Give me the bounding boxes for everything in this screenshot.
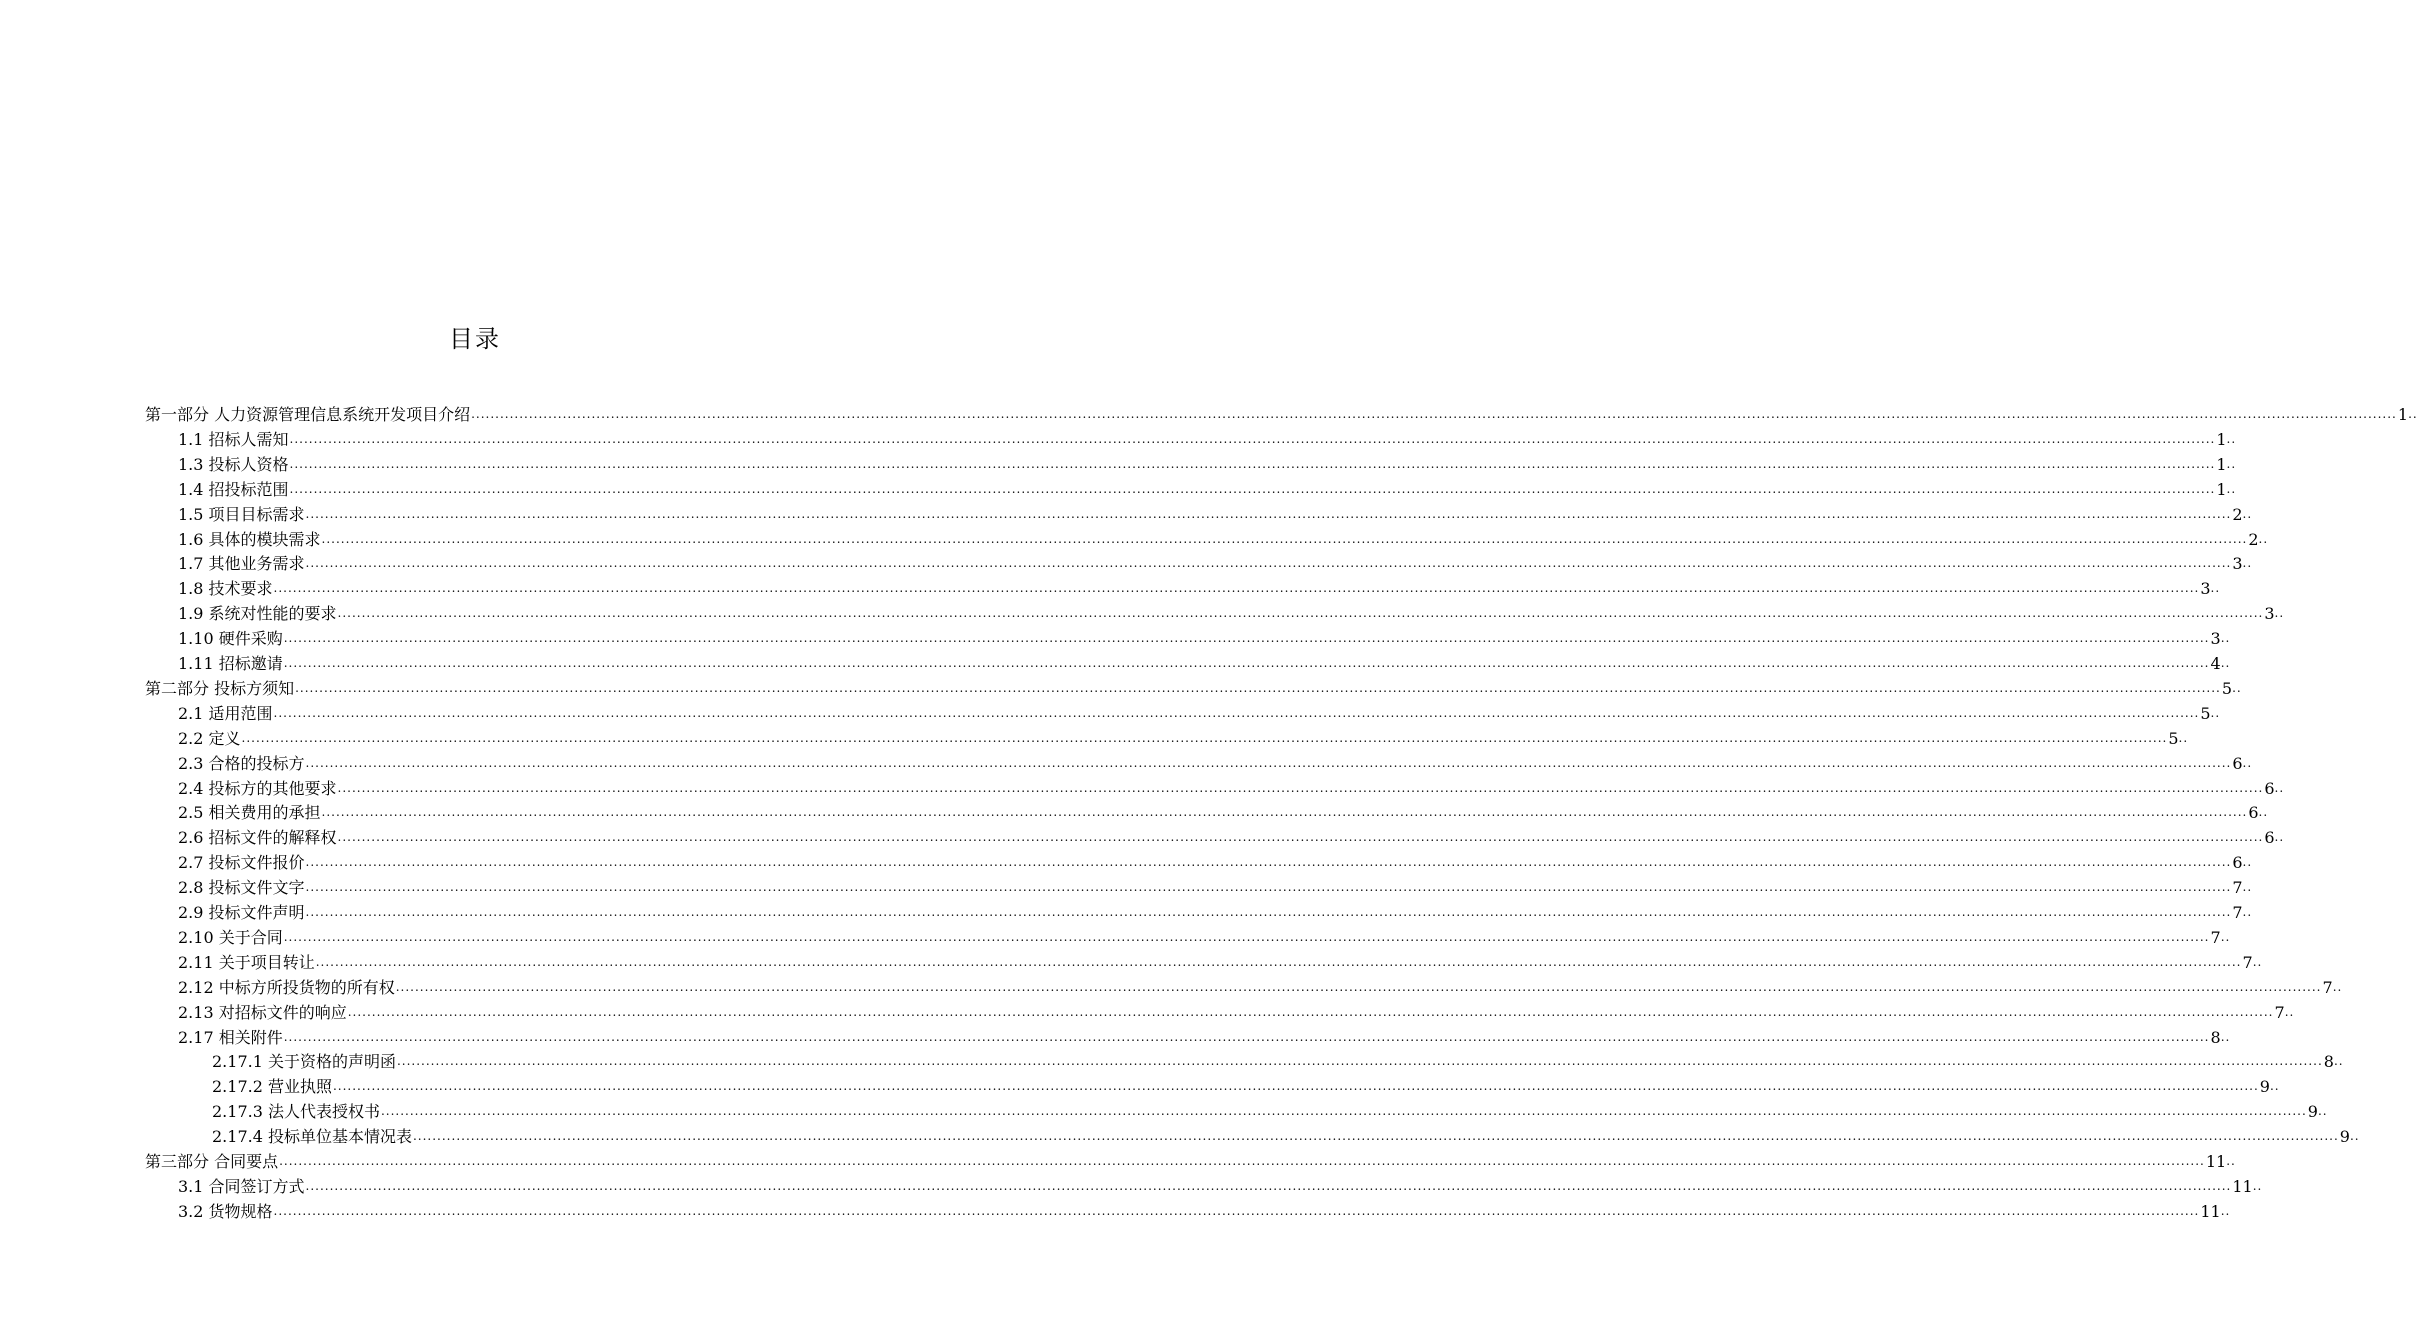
toc-page-number: 2 [2248, 530, 2259, 549]
toc-entry-label: 2.13 对招标文件的响应 [178, 1003, 347, 1022]
toc-dot-leader: ................................................................................................................................................................................................................................................................................................................................................................................................................ [321, 805, 2248, 819]
toc-trailing-dots: .. [2226, 482, 2237, 496]
toc-dot-leader: ................................................................................................................................................................................................................................................................................................................................................................................................................ [337, 606, 2264, 620]
toc-page-number: 2 [2232, 505, 2243, 524]
toc-page-number: 9 [2307, 1102, 2318, 1121]
toc-dot-leader: ................................................................................................................................................................................................................................................................................................................................................................................................................ [241, 731, 2168, 745]
toc-dot-leader: ................................................................................................................................................................................................................................................................................................................................................................................................................ [295, 681, 2221, 695]
toc-page-number: 1 [2216, 480, 2227, 499]
toc-entry[interactable] [178, 1198, 2231, 1222]
toc-entry-label: 1.3 投标人资格 [178, 455, 289, 474]
toc-entry[interactable] [178, 501, 2253, 525]
toc-trailing-dots: .. [2242, 507, 2253, 521]
toc-entry-label: 2.1 适用范围 [178, 704, 273, 723]
toc-trailing-dots: .. [2333, 1054, 2344, 1068]
toc-entry-label: 1.10 硬件采购 [178, 629, 283, 648]
toc-entry-label: 2.2 定义 [178, 729, 241, 748]
toc-entry[interactable] [178, 974, 2343, 998]
toc-trailing-dots: .. [2220, 930, 2231, 944]
toc-entry-label: 2.17 相关附件 [178, 1028, 283, 1047]
toc-dot-leader: ................................................................................................................................................................................................................................................................................................................................................................................................................ [337, 781, 2264, 795]
toc-entry[interactable] [212, 1098, 2328, 1122]
toc-entry-label: 2.17.3 法人代表授权书 [212, 1102, 380, 1121]
toc-dot-leader: ................................................................................................................................................................................................................................................................................................................................................................................................................ [380, 1104, 2307, 1118]
toc-page-number: 6 [2232, 754, 2243, 773]
toc-entry[interactable] [178, 899, 2253, 923]
toc-page-number: 5 [2200, 704, 2211, 723]
toc-entry[interactable] [178, 451, 2237, 475]
toc-dot-leader: ................................................................................................................................................................................................................................................................................................................................................................................................................ [283, 1030, 2210, 1044]
toc-entry-label: 2.7 投标文件报价 [178, 853, 305, 872]
toc-page-number: 11 [2200, 1202, 2221, 1221]
toc-page-number: 7 [2274, 1003, 2285, 1022]
toc-entry[interactable] [212, 1123, 2360, 1147]
toc-page-number: 4 [2210, 654, 2221, 673]
toc-trailing-dots: .. [2317, 1104, 2328, 1118]
toc-dot-leader: ................................................................................................................................................................................................................................................................................................................................................................................................................ [337, 830, 2264, 844]
toc-entry-label: 1.6 具体的模块需求 [178, 530, 321, 549]
toc-entry-label: 1.5 项目目标需求 [178, 505, 305, 524]
toc-trailing-dots: .. [2220, 1204, 2231, 1218]
toc-dot-leader: ................................................................................................................................................................................................................................................................................................................................................................................................................ [395, 980, 2322, 994]
toc-page-number: 6 [2264, 779, 2275, 798]
toc-dot-leader: ................................................................................................................................................................................................................................................................................................................................................................................................................ [283, 656, 2210, 670]
toc-entry-label: 3.2 货物规格 [178, 1202, 273, 1221]
toc-dot-leader: ................................................................................................................................................................................................................................................................................................................................................................................................................ [396, 1054, 2323, 1068]
toc-entry[interactable] [178, 575, 2221, 599]
toc-dot-leader: ................................................................................................................................................................................................................................................................................................................................................................................................................ [283, 631, 2210, 645]
toc-dot-leader: ................................................................................................................................................................................................................................................................................................................................................................................................................ [305, 507, 2232, 521]
toc-page-number: 6 [2248, 803, 2259, 822]
toc-entry[interactable] [178, 874, 2253, 898]
toc-entry-label: 1.8 技术要求 [178, 579, 273, 598]
toc-trailing-dots: .. [2226, 457, 2237, 471]
toc-entry[interactable] [178, 775, 2285, 799]
toc-page-number: 7 [2242, 953, 2253, 972]
toc-dot-leader: ................................................................................................................................................................................................................................................................................................................................................................................................................ [305, 556, 2232, 570]
toc-page-number: 11 [2232, 1177, 2253, 1196]
toc-entry[interactable] [178, 750, 2253, 774]
toc-entry-label: 2.11 关于项目转让 [178, 953, 315, 972]
toc-entry[interactable] [178, 924, 2231, 948]
toc-entry-label: 2.3 合格的投标方 [178, 754, 305, 773]
toc-dot-leader: ................................................................................................................................................................................................................................................................................................................................................................................................................ [412, 1129, 2339, 1143]
toc-trailing-dots: .. [2178, 731, 2189, 745]
toc-page-number: 8 [2323, 1052, 2334, 1071]
toc-dot-leader: ................................................................................................................................................................................................................................................................................................................................................................................................................ [315, 955, 2242, 969]
toc-page-number: 8 [2210, 1028, 2221, 1047]
toc-entry[interactable] [145, 675, 2242, 699]
toc-entry[interactable] [178, 476, 2237, 500]
toc-page-number: 7 [2232, 878, 2243, 897]
toc-trailing-dots: .. [2408, 407, 2418, 421]
toc-dot-leader: ................................................................................................................................................................................................................................................................................................................................................................................................................ [471, 407, 2397, 421]
toc-dot-leader: ................................................................................................................................................................................................................................................................................................................................................................................................................ [305, 905, 2232, 919]
toc-page-number: 11 [2205, 1152, 2227, 1171]
toc-page-number: 9 [2339, 1127, 2350, 1146]
toc-page-number: 3 [2264, 604, 2275, 623]
toc-trailing-dots: .. [2284, 1005, 2295, 1019]
toc-entry-label: 2.12 中标方所投货物的所有权 [178, 978, 395, 997]
toc-page-number: 1 [2216, 455, 2227, 474]
toc-entry-label: 1.11 招标邀请 [178, 654, 283, 673]
toc-dot-leader: ................................................................................................................................................................................................................................................................................................................................................................................................................ [279, 1154, 2205, 1168]
toc-trailing-dots: .. [2242, 905, 2253, 919]
toc-trailing-dots: .. [2258, 805, 2269, 819]
toc-trailing-dots: .. [2269, 1079, 2280, 1093]
toc-entry-label: 2.8 投标文件文字 [178, 878, 305, 897]
toc-page-number: 5 [2221, 679, 2233, 698]
toc-dot-leader: ................................................................................................................................................................................................................................................................................................................................................................................................................ [273, 1204, 2200, 1218]
toc-entry-label: 2.17.1 关于资格的声明函 [212, 1052, 396, 1071]
toc-entry-label: 2.5 相关费用的承担 [178, 803, 321, 822]
toc-page-number: 1 [2216, 430, 2227, 449]
toc-trailing-dots: .. [2220, 1030, 2231, 1044]
toc-trailing-dots: .. [2220, 631, 2231, 645]
toc-page-number: 3 [2210, 629, 2221, 648]
toc-page-number: 7 [2322, 978, 2333, 997]
page-title: 目录 [449, 325, 501, 353]
toc-trailing-dots: .. [2210, 581, 2221, 595]
toc-trailing-dots: .. [2258, 532, 2269, 546]
toc-page-number: 7 [2210, 928, 2221, 947]
toc-entry[interactable] [178, 700, 2221, 724]
toc-dot-leader: ................................................................................................................................................................................................................................................................................................................................................................................................................ [289, 482, 2216, 496]
toc-entry[interactable] [178, 849, 2253, 873]
toc-entry-label: 第一部分 人力资源管理信息系统开发项目介绍 [145, 405, 471, 424]
toc-entry-label: 2.10 关于合同 [178, 928, 283, 947]
toc-trailing-dots: .. [2210, 706, 2221, 720]
toc-dot-leader: ................................................................................................................................................................................................................................................................................................................................................................................................................ [283, 930, 2210, 944]
toc-dot-leader: ................................................................................................................................................................................................................................................................................................................................................................................................................ [289, 432, 2216, 446]
toc-trailing-dots: .. [2332, 980, 2343, 994]
toc-entry[interactable] [178, 426, 2237, 450]
toc-entry[interactable] [178, 625, 2231, 649]
toc-entry[interactable] [178, 1024, 2231, 1048]
toc-entry[interactable] [178, 999, 2295, 1023]
toc-entry[interactable] [178, 650, 2231, 674]
toc-entry-label: 2.17.2 营业执照 [212, 1077, 332, 1096]
toc-page-number: 5 [2168, 729, 2179, 748]
toc-entry[interactable] [178, 824, 2285, 848]
toc-entry-label: 2.17.4 投标单位基本情况表 [212, 1127, 412, 1146]
toc-dot-leader: ................................................................................................................................................................................................................................................................................................................................................................................................................ [347, 1005, 2274, 1019]
toc-page-number: 9 [2259, 1077, 2270, 1096]
toc-entry[interactable] [212, 1073, 2280, 1097]
toc-trailing-dots: .. [2242, 880, 2253, 894]
toc-entry[interactable] [178, 600, 2285, 624]
toc-trailing-dots: .. [2226, 432, 2237, 446]
toc-trailing-dots: .. [2242, 855, 2253, 869]
toc-entry[interactable] [178, 725, 2189, 749]
toc-trailing-dots: .. [2252, 1179, 2263, 1193]
toc-trailing-dots: .. [2226, 1154, 2236, 1168]
toc-page-number: 3 [2200, 579, 2211, 598]
toc-page-number: 7 [2232, 903, 2243, 922]
toc-page-number: 3 [2232, 554, 2243, 573]
toc-entry-label: 1.4 招投标范围 [178, 480, 289, 499]
toc-entry-label: 2.9 投标文件声明 [178, 903, 305, 922]
toc-entry-label: 2.6 招标文件的解释权 [178, 828, 337, 847]
toc-entry[interactable] [178, 526, 2269, 550]
toc-entry-label: 第二部分 投标方须知 [145, 679, 295, 698]
toc-entry[interactable] [145, 401, 2418, 425]
toc-trailing-dots: .. [2349, 1129, 2360, 1143]
toc-trailing-dots: .. [2274, 781, 2285, 795]
toc-entry-label: 2.4 投标方的其他要求 [178, 779, 337, 798]
toc-entry[interactable] [178, 550, 2253, 574]
toc-trailing-dots: .. [2274, 606, 2285, 620]
toc-dot-leader: ................................................................................................................................................................................................................................................................................................................................................................................................................ [305, 1179, 2232, 1193]
toc-trailing-dots: .. [2242, 756, 2253, 770]
toc-entry-label: 1.9 系统对性能的要求 [178, 604, 337, 623]
toc-dot-leader: ................................................................................................................................................................................................................................................................................................................................................................................................................ [273, 581, 2200, 595]
toc-entry[interactable] [145, 1148, 2236, 1172]
toc-page-number: 6 [2232, 853, 2243, 872]
toc-entry-label: 3.1 合同签订方式 [178, 1177, 305, 1196]
toc-dot-leader: ................................................................................................................................................................................................................................................................................................................................................................................................................ [273, 706, 2200, 720]
toc-trailing-dots: .. [2242, 556, 2253, 570]
toc-entry[interactable] [178, 949, 2263, 973]
toc-dot-leader: ................................................................................................................................................................................................................................................................................................................................................................................................................ [305, 855, 2232, 869]
toc-entry-label: 第三部分 合同要点 [145, 1152, 279, 1171]
toc-entry[interactable] [178, 799, 2269, 823]
toc-dot-leader: ................................................................................................................................................................................................................................................................................................................................................................................................................ [332, 1079, 2259, 1093]
toc-trailing-dots: .. [2232, 681, 2242, 695]
toc-entry[interactable] [178, 1173, 2263, 1197]
toc-trailing-dots: .. [2274, 830, 2285, 844]
toc-entry-label: 1.7 其他业务需求 [178, 554, 305, 573]
toc-trailing-dots: .. [2220, 656, 2231, 670]
toc-dot-leader: ................................................................................................................................................................................................................................................................................................................................................................................................................ [305, 756, 2232, 770]
toc-dot-leader: ................................................................................................................................................................................................................................................................................................................................................................................................................ [321, 532, 2248, 546]
toc-dot-leader: ................................................................................................................................................................................................................................................................................................................................................................................................................ [289, 457, 2216, 471]
toc-page-number: 1 [2397, 405, 2409, 424]
toc-page-number: 6 [2264, 828, 2275, 847]
toc-trailing-dots: .. [2252, 955, 2263, 969]
toc-entry-label: 1.1 招标人需知 [178, 430, 289, 449]
toc-entry[interactable] [212, 1048, 2344, 1072]
toc-dot-leader: ................................................................................................................................................................................................................................................................................................................................................................................................................ [305, 880, 2232, 894]
